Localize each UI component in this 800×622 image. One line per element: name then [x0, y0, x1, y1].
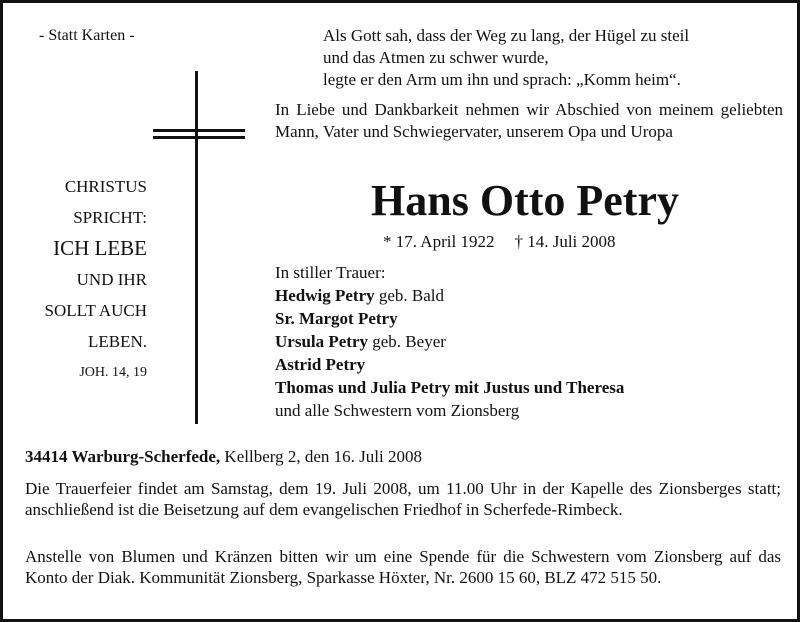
donation-info: Anstelle von Blumen und Kränzen bitten wir um eine Spende für die Schwestern vom Zionsberg auf das Konto der Diak. Kommunität Zionsberg, Sparkasse Höxter, Nr. 2600 15 60, BLZ 472 515 50.	[25, 547, 781, 587]
poem-line: und das Atmen zu schwer wurde,	[323, 48, 549, 67]
funeral-info: Die Trauerfeier findet am Samstag, dem 19. Juli 2008, um 11.00 Uhr in der Kapelle des Zionsberges statt; anschließend ist die Beisetzung auf dem evangelischen Friedhof in Scherfede-Rimbeck.	[25, 479, 781, 519]
cross-icon	[195, 71, 198, 424]
verse-line: LEBEN.	[87, 332, 147, 351]
mourner-entry	[275, 330, 624, 353]
mourners-list	[275, 261, 624, 422]
mourner-name: Astrid Petry	[275, 355, 366, 374]
mourner-entry	[275, 376, 624, 399]
mourner-name: Thomas und Julia Petry mit Justus und Theresa	[275, 378, 625, 397]
cross-icon-bar	[153, 136, 245, 139]
cross-icon-bar	[153, 129, 245, 132]
mourner-entry	[275, 307, 624, 330]
life-dates	[383, 232, 616, 252]
poem-line: Als Gott sah, dass der Weg zu lang, der Hügel zu steil	[323, 26, 690, 45]
mourner-entry	[275, 353, 624, 376]
address-place: 34414 Warburg-Scherfede,	[25, 447, 221, 466]
verse-line: ICH LEBE	[53, 236, 147, 260]
mourner-name: Hedwig Petry	[275, 286, 375, 305]
address-line	[25, 447, 422, 467]
poem	[323, 25, 783, 91]
deceased-name: Hans Otto Petry	[371, 176, 679, 225]
verse-line: SOLLT AUCH	[44, 301, 147, 320]
verse-line: UND IHR	[76, 270, 147, 289]
mourner-entry	[275, 284, 624, 307]
intro-text: In Liebe und Dankbarkeit nehmen wir Abschied von meinem geliebten Mann, Vater und Schwiegervater, unserem Opa und Uropa	[275, 100, 783, 141]
birth-date: * 17. April 1922	[383, 232, 495, 251]
bible-verse	[45, 171, 148, 388]
death-date: † 14. Juli 2008	[514, 232, 616, 251]
poem-line: legte er den Arm um ihn und sprach: „Komm heim“.	[323, 70, 681, 89]
mourners-heading: In stiller Trauer:	[275, 263, 386, 282]
mourner-name: Ursula Petry	[275, 332, 369, 351]
mourner-suffix: geb. Bald	[374, 286, 445, 305]
mourner-name: Sr. Margot Petry	[275, 309, 398, 328]
mourner-suffix: geb. Beyer	[368, 332, 446, 351]
address-rest: Kellberg 2, den 16. Juli 2008	[220, 447, 422, 466]
verse-line: SPRICHT:	[73, 208, 147, 227]
statt-karten-note: - Statt Karten -	[39, 27, 135, 44]
verse-reference: JOH. 14, 19	[79, 365, 147, 380]
verse-line: CHRISTUS	[64, 177, 147, 196]
mourners-closing: und alle Schwestern vom Zionsberg	[275, 401, 520, 420]
